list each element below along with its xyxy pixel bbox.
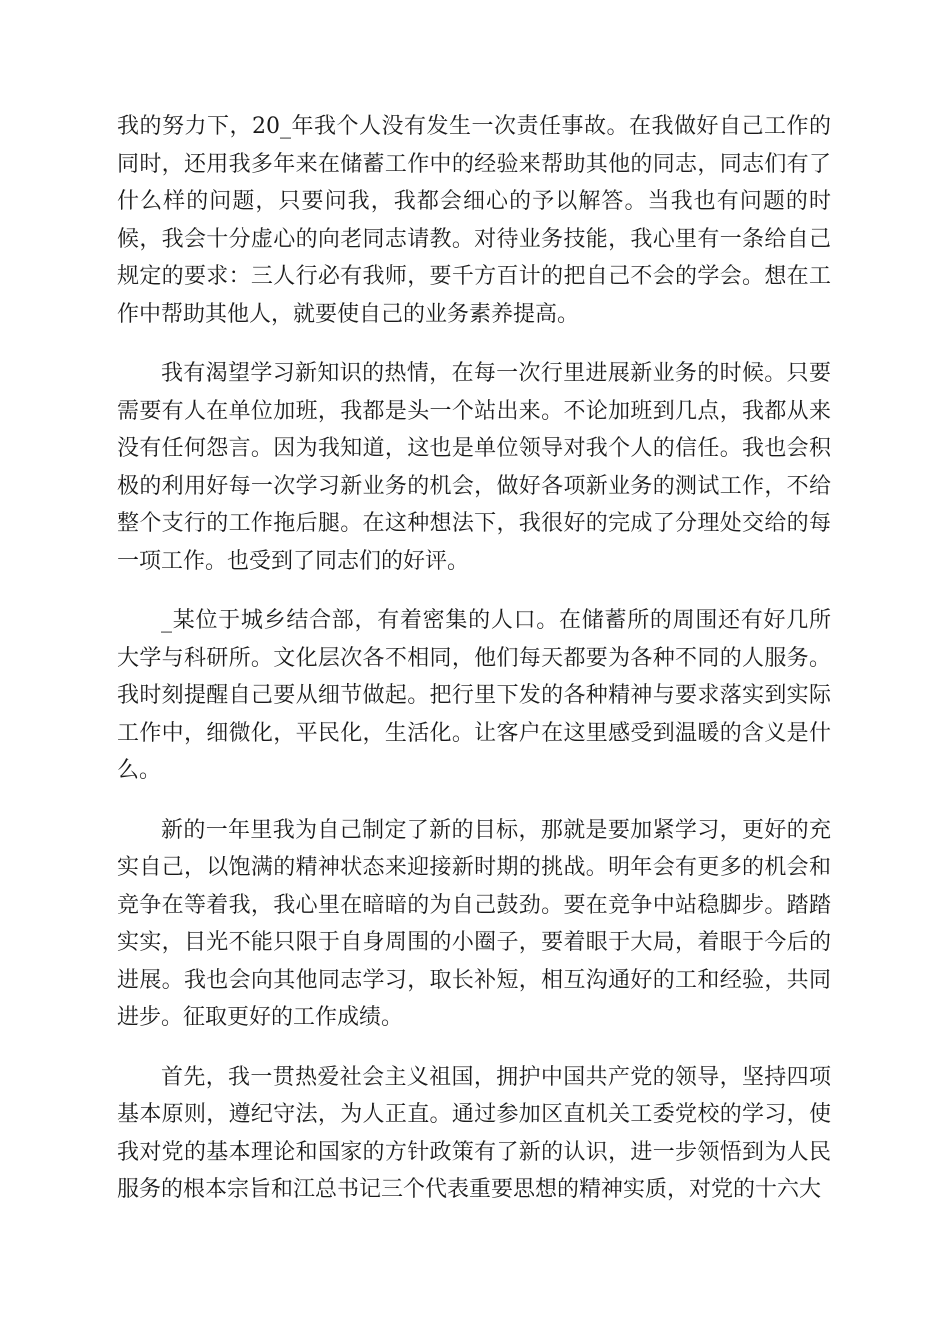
- paragraph-5: 首先，我一贯热爱社会主义祖国，拥护中国共产党的领导，坚持四项基本原则，遵纪守法，为人正直。通过参加区直机关工委党校的学习，使我对党的基本理论和国家的方针政策有了新的认识，进一步领悟到为人民服务的根本宗旨和江总书记三个代表重要思想的精神实质，对党的十六大: [117, 1064, 831, 1202]
- paragraph-2: 我有渴望学习新知识的热情，在每一次行里进展新业务的时候。只要需要有人在单位加班，我都是头一个站出来。不论加班到几点，我都从来没有任何怨言。因为我知道，这也是单位领导对我个人的信任。我也会积极的利用好每一次学习新业务的机会，做好各项新业务的测试工作，不给整个支行的工作拖后腿。在这种想法下，我很好的完成了分理处交给的每一项工作。也受到了同志们的好评。: [117, 361, 831, 574]
- paragraph-4: 新的一年里我为自己制定了新的目标，那就是要加紧学习，更好的充实自己，以饱满的精神状态来迎接新时期的挑战。明年会有更多的机会和竞争在等着我，我心里在暗暗的为自己鼓劲。要在竞争中站稳脚步。踏踏实实，目光不能只限于自身周围的小圈子，要着眼于大局，着眼于今后的进展。我也会向其他同志学习，取长补短，相互沟通好的工和经验，共同进步。征取更好的工作成绩。: [117, 817, 831, 1030]
- paragraph-3: _某位于城乡结合部，有着密集的人口。在储蓄所的周围还有好几所大学与科研所。文化层次各不相同，他们每天都要为各种不同的人服务。我时刻提醒自己要从细节做起。把行里下发的各种精神与要求落实到实际工作中，细微化，平民化，生活化。让客户在这里感受到温暖的含义是什么。: [117, 608, 831, 783]
- paragraph-1: 我的努力下，20_年我个人没有发生一次责任事故。在我做好自己工作的同时，还用我多年来在储蓄工作中的经验来帮助其他的同志，同志们有了什么样的问题，只要问我，我都会细心的予以解答。当我也有问题的时候，我会十分虚心的向老同志请教。对待业务技能，我心里有一条给自己规定的要求：三人行必有我师，要千方百计的把自己不会的学会。想在工作中帮助其他人，就要使自己的业务素养提高。: [117, 114, 831, 327]
- document-body: [117, 108, 831, 1231]
